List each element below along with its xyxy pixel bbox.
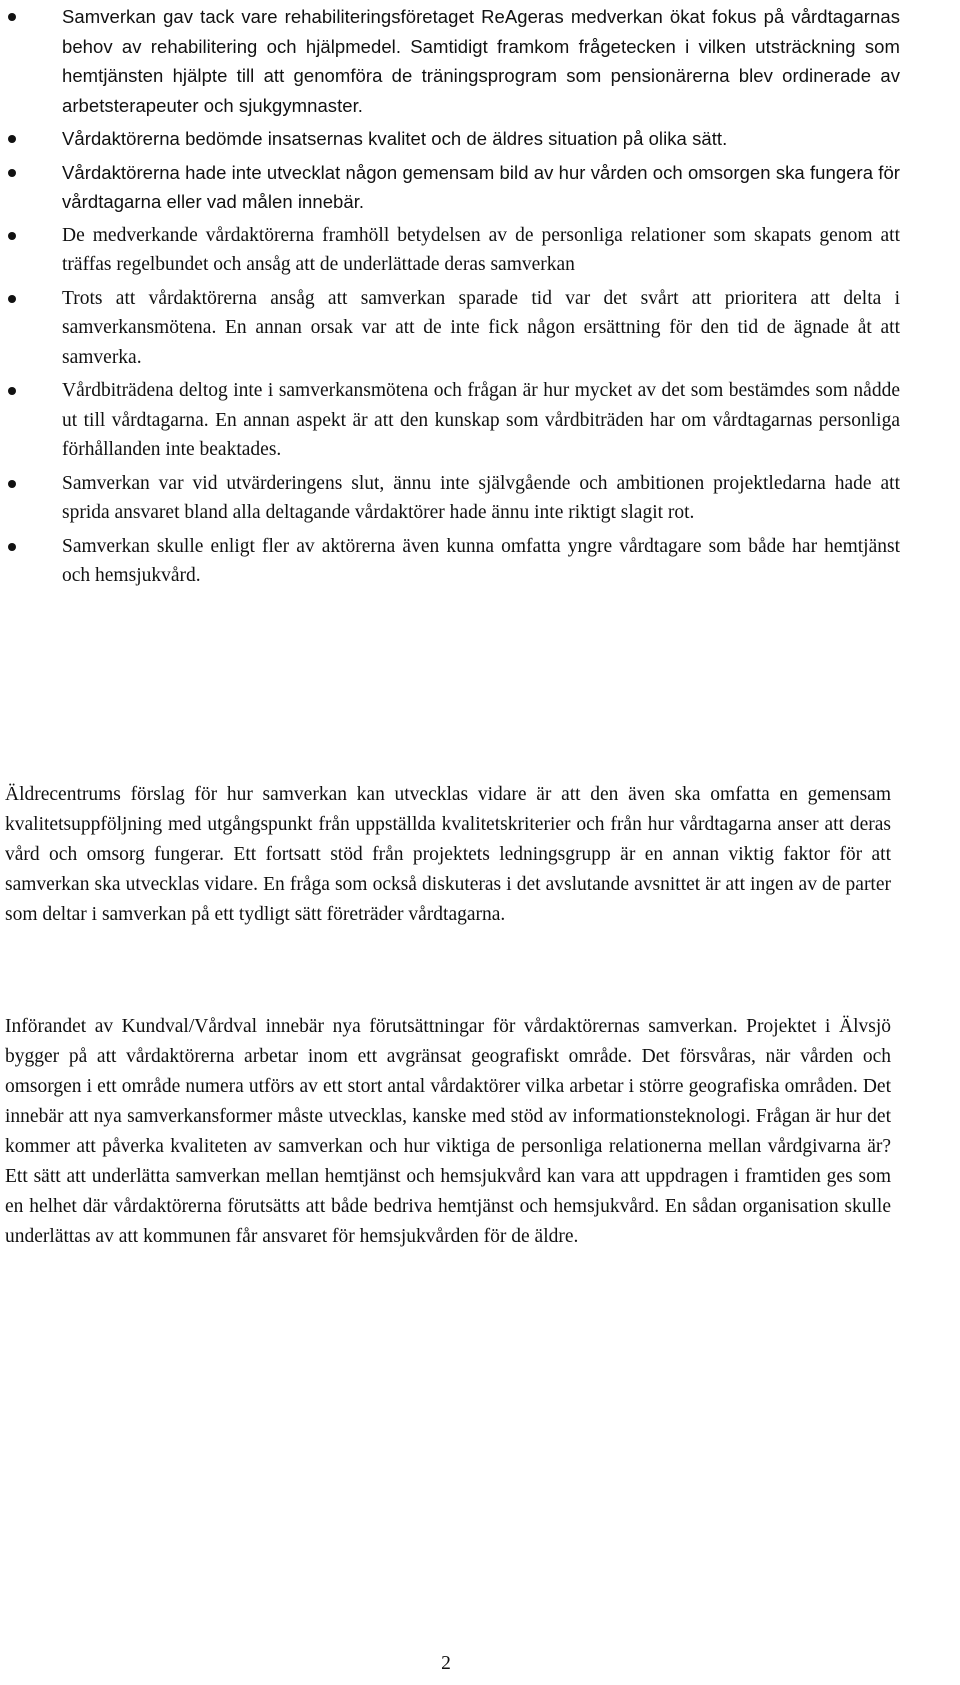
bullet-icon: [8, 295, 16, 303]
body-paragraph-kundval: Införandet av Kundval/Vårdval innebär nya förutsättningar för vårdaktörernas samverkan. Projektet i Älvsjö bygger på att vårdaktörerna arbetar inom ett avgränsat geografiskt område. Det försvåras, när vården och omsorgen i ett område numera utförs av ett stort antal vårdaktörer vilka arbetar i större geografiska områden. Det innebär att nya samverkansformer måste utvecklas, kanske med stöd av informationsteknologi. Frågan är hur det kommer att påverka kvaliteten av samverkan och hur viktiga de personliga relationerna mellan vårdgivarna är? Ett sätt att underlätta samverkan mellan hemtjänst och hemsjukvård kan vara att uppdragen i framtiden ges som en helhet där vårdaktörerna förutsätts att både bedriva hemtjänst och hemsjukvård. En sådan organisation skulle underlättas av att kommunen får ansvaret för hemsjukvården för de äldre.: [5, 1016, 891, 1247]
findings-bullet-list: [0, 2, 900, 595]
bullet-text: Vårdaktörerna bedömde insatsernas kvalitet och de äldres situation på olika sätt.: [62, 128, 728, 149]
bullet-icon: [8, 387, 16, 395]
list-item: [0, 376, 900, 465]
bullet-icon: [8, 480, 16, 488]
body-paragraph-proposal: Äldrecentrums förslag för hur samverkan kan utvecklas vidare är att den även ska omfatta en gemensam kvalitetsuppföljning med utgångspunkt från uppställda kvalitetskriterier och från hur vårdtagarna anser att deras vård och omsorg fungerar. Ett fortsatt stöd från projektets ledningsgrupp är en annan viktig faktor för att samverkan ska utvecklas vidare. En fråga som också diskuteras i det avslutande avsnittet är att ingen av de parter som deltar i samverkan på ett tydligt sätt företräder vårdtagarna.: [5, 784, 891, 925]
bullet-text: Samverkan gav tack vare rehabiliteringsföretaget ReAgeras medverkan ökat fokus på vårdtagarnas behov av rehabilitering och hjälpmedel. Samtidigt framkom frågetecken i vilken utsträckning som hemtjänsten hjälpte till att genomföra de träningsprogram som pensionärerna blev ordinerade av arbetsterapeuter och sjukgymnaster.: [62, 6, 900, 116]
list-item: [0, 158, 900, 217]
bullet-text: Trots att vårdaktörerna ansåg att samverkan sparade tid var det svårt att prioritera att delta i samverkansmötena. En annan orsak var att de inte fick någon ersättning för den tid de ägnade åt att samverka.: [62, 287, 900, 368]
bullet-icon: [8, 543, 16, 551]
bullet-text: Vårdbiträdena deltog inte i samverkansmötena och frågan är hur mycket av det som bestämdes som nådde ut till vårdtagarna. En annan aspekt är att den kunskap som vårdbiträden har om vårdtagarnas personliga förhållanden inte beaktades.: [62, 380, 900, 460]
bullet-text: De medverkande vårdaktörerna framhöll betydelsen av de personliga relationer som skapats genom att träffas regelbundet och ansåg att de underlättade deras samverkan: [62, 224, 900, 275]
bullet-icon: [8, 135, 16, 143]
list-item: [0, 469, 900, 528]
bullet-icon: [8, 13, 16, 21]
bullet-text: Vårdaktörerna hade inte utvecklat någon gemensam bild av hur vården och omsorgen ska fungera för vårdtagarna eller vad målen innebär.: [62, 161, 900, 212]
bullet-icon: [8, 232, 16, 240]
page-number: 2: [441, 1653, 451, 1674]
list-item: [0, 532, 900, 591]
list-item: [0, 284, 900, 373]
list-item: [0, 221, 900, 280]
bullet-text: Samverkan var vid utvärderingens slut, ännu inte självgående och ambitionen projektledarna hade att sprida ansvaret bland alla deltagande vårdaktörer hade ännu inte riktigt slagit rot.: [62, 472, 900, 523]
bullet-icon: [8, 169, 16, 177]
bullet-text: Samverkan skulle enligt fler av aktörerna även kunna omfatta yngre vårdtagare som både har hemtjänst och hemsjukvård.: [62, 535, 900, 586]
list-item: [0, 2, 900, 120]
list-item: [0, 124, 900, 154]
